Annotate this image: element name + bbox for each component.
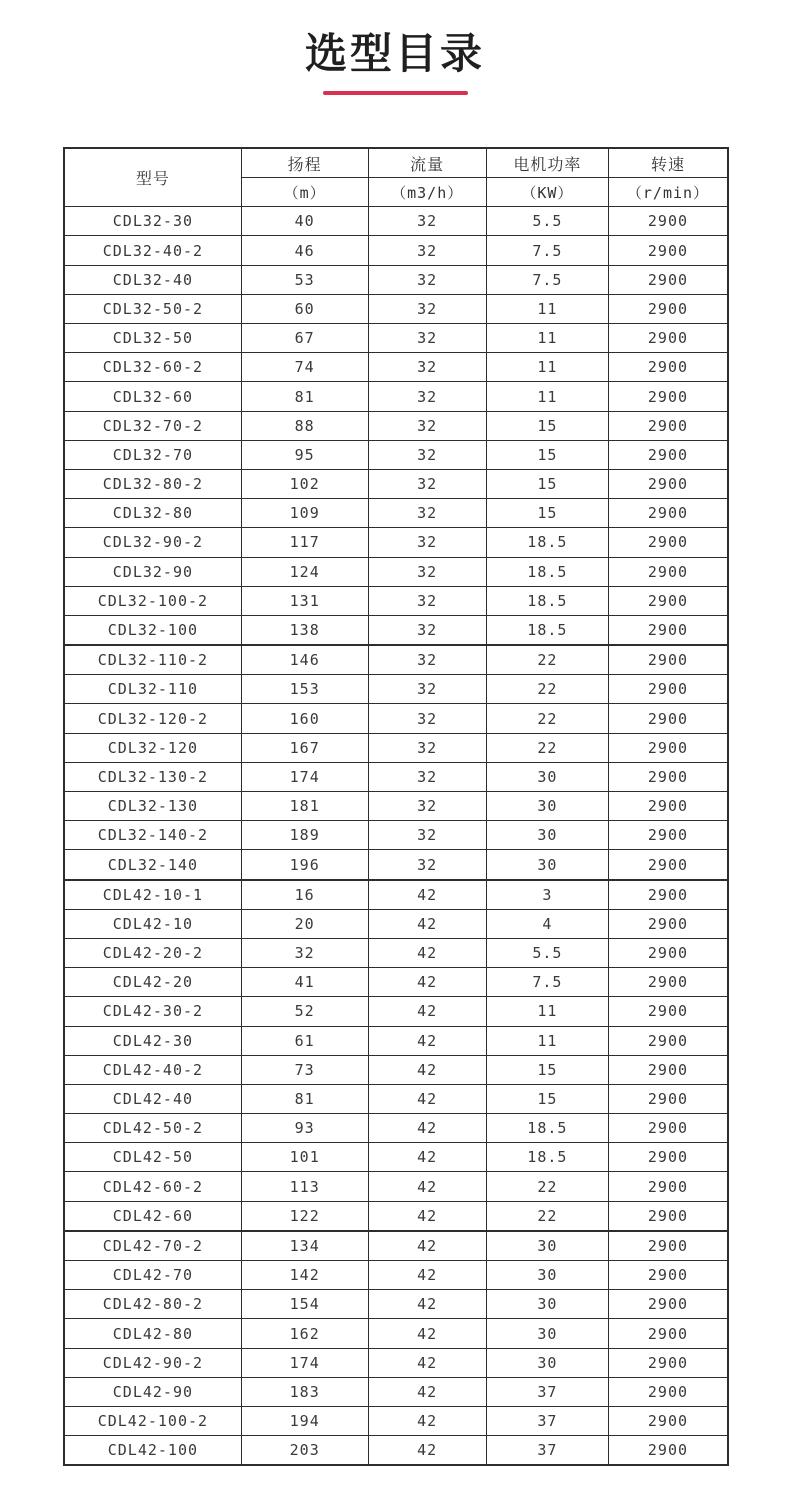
cell-head: 32	[241, 938, 368, 967]
cell-model: CDL32-80	[64, 499, 241, 528]
cell-power: 15	[486, 1084, 608, 1113]
cell-power: 22	[486, 704, 608, 733]
cell-flow: 42	[368, 1084, 486, 1113]
cell-model: CDL32-100	[64, 615, 241, 645]
cell-head: 101	[241, 1143, 368, 1172]
cell-flow: 32	[368, 528, 486, 557]
cell-model: CDL42-30	[64, 1026, 241, 1055]
cell-head: 183	[241, 1377, 368, 1406]
cell-head: 60	[241, 294, 368, 323]
cell-speed: 2900	[608, 968, 728, 997]
cell-model: CDL42-80	[64, 1319, 241, 1348]
table-row	[64, 1231, 728, 1261]
cell-model: CDL32-70-2	[64, 411, 241, 440]
table-row	[64, 1026, 728, 1055]
cell-model: CDL42-100-2	[64, 1406, 241, 1435]
cell-power: 15	[486, 469, 608, 498]
cell-speed: 2900	[608, 586, 728, 615]
cell-head: 181	[241, 792, 368, 821]
cell-speed: 2900	[608, 294, 728, 323]
cell-power: 30	[486, 1261, 608, 1290]
cell-speed: 2900	[608, 675, 728, 704]
cell-power: 37	[486, 1406, 608, 1435]
cell-speed: 2900	[608, 557, 728, 586]
table-row	[64, 469, 728, 498]
column-header-power: 电机功率	[486, 148, 608, 178]
cell-speed: 2900	[608, 704, 728, 733]
cell-head: 88	[241, 411, 368, 440]
table-row	[64, 850, 728, 880]
cell-speed: 2900	[608, 207, 728, 236]
cell-speed: 2900	[608, 1143, 728, 1172]
cell-flow: 32	[368, 207, 486, 236]
cell-flow: 42	[368, 1319, 486, 1348]
cell-model: CDL42-60	[64, 1201, 241, 1231]
cell-speed: 2900	[608, 615, 728, 645]
cell-speed: 2900	[608, 1290, 728, 1319]
cell-flow: 42	[368, 1406, 486, 1435]
cell-model: CDL32-40	[64, 265, 241, 294]
cell-flow: 32	[368, 499, 486, 528]
cell-flow: 42	[368, 1377, 486, 1406]
cell-speed: 2900	[608, 997, 728, 1026]
cell-model: CDL42-30-2	[64, 997, 241, 1026]
table-row	[64, 675, 728, 704]
table-row	[64, 821, 728, 850]
cell-head: 53	[241, 265, 368, 294]
cell-speed: 2900	[608, 1348, 728, 1377]
cell-power: 15	[486, 499, 608, 528]
cell-speed: 2900	[608, 880, 728, 910]
cell-power: 30	[486, 762, 608, 791]
cell-head: 174	[241, 1348, 368, 1377]
cell-power: 30	[486, 1348, 608, 1377]
cell-flow: 32	[368, 294, 486, 323]
cell-power: 11	[486, 324, 608, 353]
cell-power: 11	[486, 294, 608, 323]
cell-flow: 42	[368, 1055, 486, 1084]
cell-speed: 2900	[608, 411, 728, 440]
cell-power: 18.5	[486, 615, 608, 645]
cell-head: 93	[241, 1114, 368, 1143]
cell-flow: 32	[368, 733, 486, 762]
cell-model: CDL32-130-2	[64, 762, 241, 791]
cell-speed: 2900	[608, 1114, 728, 1143]
cell-flow: 42	[368, 1143, 486, 1172]
table-row	[64, 586, 728, 615]
table-row	[64, 1114, 728, 1143]
cell-flow: 32	[368, 440, 486, 469]
cell-power: 30	[486, 1319, 608, 1348]
column-header-model: 型号	[64, 148, 241, 207]
table-row	[64, 382, 728, 411]
cell-power: 18.5	[486, 586, 608, 615]
column-header-speed: 转速	[608, 148, 728, 178]
cell-power: 11	[486, 997, 608, 1026]
cell-speed: 2900	[608, 1172, 728, 1201]
cell-flow: 42	[368, 1290, 486, 1319]
cell-power: 30	[486, 821, 608, 850]
cell-head: 102	[241, 469, 368, 498]
column-header-head: 扬程	[241, 148, 368, 178]
table-row	[64, 294, 728, 323]
cell-head: 81	[241, 382, 368, 411]
cell-model: CDL42-40	[64, 1084, 241, 1113]
cell-head: 167	[241, 733, 368, 762]
cell-head: 122	[241, 1201, 368, 1231]
cell-model: CDL42-100	[64, 1436, 241, 1466]
cell-flow: 32	[368, 469, 486, 498]
header-label-row	[64, 148, 728, 178]
cell-flow: 32	[368, 353, 486, 382]
cell-head: 153	[241, 675, 368, 704]
cell-model: CDL32-50	[64, 324, 241, 353]
cell-model: CDL32-40-2	[64, 236, 241, 265]
cell-model: CDL42-90-2	[64, 1348, 241, 1377]
cell-power: 5.5	[486, 207, 608, 236]
cell-power: 30	[486, 792, 608, 821]
cell-model: CDL32-140-2	[64, 821, 241, 850]
cell-power: 18.5	[486, 1143, 608, 1172]
cell-model: CDL42-70-2	[64, 1231, 241, 1261]
column-unit-flow: （m3/h）	[368, 178, 486, 207]
cell-head: 146	[241, 645, 368, 675]
cell-power: 7.5	[486, 968, 608, 997]
cell-power: 4	[486, 909, 608, 938]
cell-flow: 42	[368, 1261, 486, 1290]
cell-speed: 2900	[608, 1406, 728, 1435]
cell-speed: 2900	[608, 1319, 728, 1348]
table-row	[64, 499, 728, 528]
cell-flow: 32	[368, 645, 486, 675]
cell-head: 154	[241, 1290, 368, 1319]
table-row	[64, 1143, 728, 1172]
table-row	[64, 440, 728, 469]
table-row	[64, 353, 728, 382]
cell-speed: 2900	[608, 762, 728, 791]
cell-head: 203	[241, 1436, 368, 1466]
cell-speed: 2900	[608, 265, 728, 294]
cell-model: CDL42-10-1	[64, 880, 241, 910]
cell-power: 30	[486, 850, 608, 880]
cell-speed: 2900	[608, 850, 728, 880]
cell-model: CDL32-120-2	[64, 704, 241, 733]
cell-head: 95	[241, 440, 368, 469]
cell-speed: 2900	[608, 938, 728, 967]
cell-head: 109	[241, 499, 368, 528]
cell-power: 15	[486, 411, 608, 440]
table-row	[64, 733, 728, 762]
cell-model: CDL32-120	[64, 733, 241, 762]
cell-speed: 2900	[608, 1055, 728, 1084]
cell-flow: 32	[368, 324, 486, 353]
cell-model: CDL42-80-2	[64, 1290, 241, 1319]
cell-model: CDL32-60	[64, 382, 241, 411]
table-row	[64, 265, 728, 294]
cell-model: CDL32-70	[64, 440, 241, 469]
table-row	[64, 762, 728, 791]
cell-speed: 2900	[608, 440, 728, 469]
cell-head: 194	[241, 1406, 368, 1435]
table-row	[64, 1055, 728, 1084]
cell-model: CDL32-110-2	[64, 645, 241, 675]
table-row	[64, 1348, 728, 1377]
cell-flow: 42	[368, 1172, 486, 1201]
cell-flow: 42	[368, 1114, 486, 1143]
cell-flow: 42	[368, 880, 486, 910]
cell-power: 7.5	[486, 265, 608, 294]
cell-head: 117	[241, 528, 368, 557]
cell-power: 18.5	[486, 557, 608, 586]
cell-speed: 2900	[608, 1436, 728, 1466]
table-row	[64, 1172, 728, 1201]
table-row	[64, 324, 728, 353]
cell-head: 46	[241, 236, 368, 265]
cell-speed: 2900	[608, 236, 728, 265]
column-header-flow: 流量	[368, 148, 486, 178]
cell-power: 18.5	[486, 528, 608, 557]
cell-flow: 42	[368, 997, 486, 1026]
table-row	[64, 997, 728, 1026]
cell-flow: 32	[368, 615, 486, 645]
cell-model: CDL42-90	[64, 1377, 241, 1406]
cell-speed: 2900	[608, 1231, 728, 1261]
cell-speed: 2900	[608, 499, 728, 528]
title-divider	[323, 91, 468, 95]
cell-flow: 42	[368, 1348, 486, 1377]
cell-power: 22	[486, 733, 608, 762]
cell-head: 16	[241, 880, 368, 910]
cell-head: 20	[241, 909, 368, 938]
cell-head: 81	[241, 1084, 368, 1113]
cell-flow: 32	[368, 704, 486, 733]
cell-power: 3	[486, 880, 608, 910]
cell-flow: 32	[368, 382, 486, 411]
cell-model: CDL32-50-2	[64, 294, 241, 323]
table-row	[64, 1290, 728, 1319]
table-row	[64, 968, 728, 997]
cell-flow: 32	[368, 821, 486, 850]
cell-flow: 32	[368, 236, 486, 265]
table-row	[64, 411, 728, 440]
cell-speed: 2900	[608, 792, 728, 821]
cell-head: 40	[241, 207, 368, 236]
cell-head: 196	[241, 850, 368, 880]
cell-power: 11	[486, 353, 608, 382]
table-row	[64, 615, 728, 645]
cell-flow: 32	[368, 557, 486, 586]
table-row	[64, 909, 728, 938]
table-row	[64, 792, 728, 821]
cell-power: 30	[486, 1290, 608, 1319]
page	[0, 30, 790, 1466]
column-unit-head: （m）	[241, 178, 368, 207]
cell-speed: 2900	[608, 1377, 728, 1406]
cell-model: CDL32-110	[64, 675, 241, 704]
cell-speed: 2900	[608, 324, 728, 353]
cell-model: CDL32-140	[64, 850, 241, 880]
cell-speed: 2900	[608, 909, 728, 938]
cell-power: 30	[486, 1231, 608, 1261]
table-row	[64, 207, 728, 236]
table-header	[64, 148, 728, 207]
cell-head: 134	[241, 1231, 368, 1261]
selection-catalog-table	[63, 147, 729, 1466]
cell-flow: 32	[368, 675, 486, 704]
cell-head: 160	[241, 704, 368, 733]
cell-power: 22	[486, 1201, 608, 1231]
table-row	[64, 1084, 728, 1113]
cell-speed: 2900	[608, 645, 728, 675]
cell-model: CDL42-10	[64, 909, 241, 938]
cell-power: 11	[486, 1026, 608, 1055]
cell-speed: 2900	[608, 1261, 728, 1290]
cell-flow: 32	[368, 792, 486, 821]
cell-model: CDL32-90-2	[64, 528, 241, 557]
cell-flow: 42	[368, 1201, 486, 1231]
cell-speed: 2900	[608, 1084, 728, 1113]
cell-model: CDL42-20-2	[64, 938, 241, 967]
cell-model: CDL42-60-2	[64, 1172, 241, 1201]
cell-flow: 42	[368, 968, 486, 997]
table-body	[64, 207, 728, 1466]
table-row	[64, 1406, 728, 1435]
cell-flow: 42	[368, 1026, 486, 1055]
cell-model: CDL32-100-2	[64, 586, 241, 615]
table-row	[64, 1201, 728, 1231]
cell-power: 5.5	[486, 938, 608, 967]
table-row	[64, 1319, 728, 1348]
column-unit-speed: （r/min）	[608, 178, 728, 207]
cell-power: 22	[486, 1172, 608, 1201]
cell-head: 124	[241, 557, 368, 586]
table-row	[64, 1377, 728, 1406]
cell-power: 7.5	[486, 236, 608, 265]
cell-power: 15	[486, 440, 608, 469]
cell-speed: 2900	[608, 528, 728, 557]
cell-model: CDL32-60-2	[64, 353, 241, 382]
table-row	[64, 880, 728, 910]
cell-speed: 2900	[608, 382, 728, 411]
cell-flow: 42	[368, 1231, 486, 1261]
cell-power: 15	[486, 1055, 608, 1084]
cell-speed: 2900	[608, 1026, 728, 1055]
cell-head: 41	[241, 968, 368, 997]
column-unit-power: （KW）	[486, 178, 608, 207]
cell-head: 113	[241, 1172, 368, 1201]
cell-head: 52	[241, 997, 368, 1026]
cell-flow: 32	[368, 411, 486, 440]
cell-power: 11	[486, 382, 608, 411]
cell-flow: 42	[368, 938, 486, 967]
cell-power: 22	[486, 645, 608, 675]
cell-model: CDL42-50-2	[64, 1114, 241, 1143]
cell-head: 189	[241, 821, 368, 850]
cell-power: 18.5	[486, 1114, 608, 1143]
cell-head: 73	[241, 1055, 368, 1084]
cell-flow: 42	[368, 909, 486, 938]
cell-head: 131	[241, 586, 368, 615]
cell-head: 138	[241, 615, 368, 645]
cell-speed: 2900	[608, 1201, 728, 1231]
cell-power: 37	[486, 1377, 608, 1406]
cell-flow: 42	[368, 1436, 486, 1466]
cell-speed: 2900	[608, 353, 728, 382]
cell-flow: 32	[368, 850, 486, 880]
table-row	[64, 1436, 728, 1466]
cell-power: 37	[486, 1436, 608, 1466]
cell-head: 142	[241, 1261, 368, 1290]
cell-head: 67	[241, 324, 368, 353]
cell-speed: 2900	[608, 733, 728, 762]
cell-flow: 32	[368, 265, 486, 294]
table-row	[64, 645, 728, 675]
cell-head: 74	[241, 353, 368, 382]
cell-model: CDL32-80-2	[64, 469, 241, 498]
cell-model: CDL32-30	[64, 207, 241, 236]
table-row	[64, 557, 728, 586]
cell-model: CDL42-40-2	[64, 1055, 241, 1084]
table-row	[64, 704, 728, 733]
table-row	[64, 236, 728, 265]
table-row	[64, 938, 728, 967]
cell-model: CDL42-50	[64, 1143, 241, 1172]
cell-model: CDL32-130	[64, 792, 241, 821]
cell-model: CDL42-70	[64, 1261, 241, 1290]
cell-head: 61	[241, 1026, 368, 1055]
cell-speed: 2900	[608, 469, 728, 498]
cell-model: CDL42-20	[64, 968, 241, 997]
table-row	[64, 1261, 728, 1290]
cell-head: 174	[241, 762, 368, 791]
cell-head: 162	[241, 1319, 368, 1348]
cell-speed: 2900	[608, 821, 728, 850]
cell-power: 22	[486, 675, 608, 704]
cell-flow: 32	[368, 586, 486, 615]
cell-flow: 32	[368, 762, 486, 791]
page-title: 选型目录	[304, 29, 485, 78]
cell-model: CDL32-90	[64, 557, 241, 586]
table-row	[64, 528, 728, 557]
